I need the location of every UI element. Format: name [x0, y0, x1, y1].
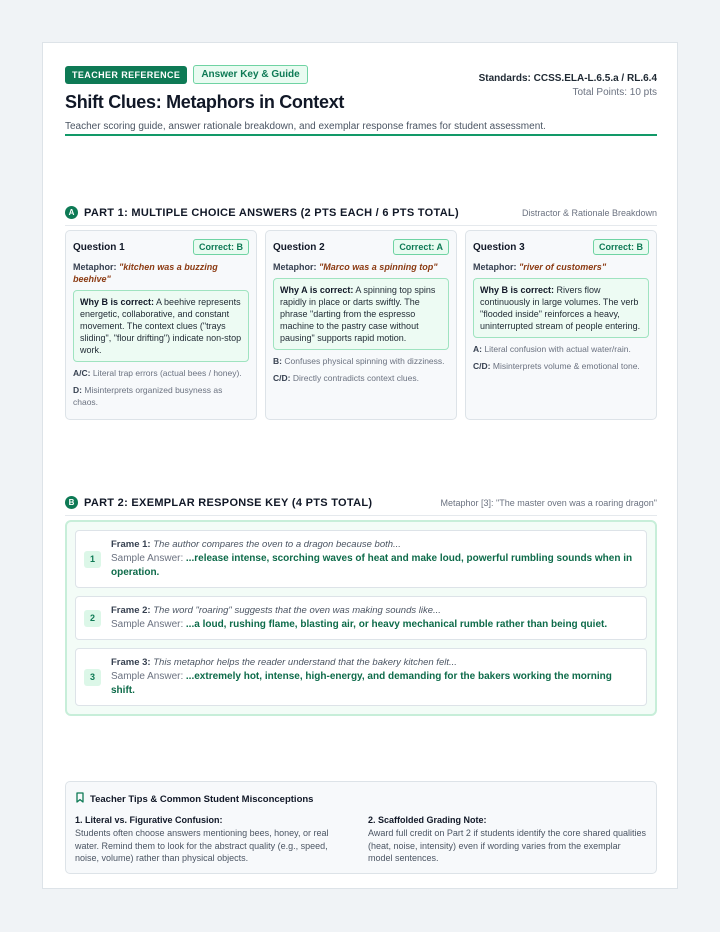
rationale-label: Why B is correct:	[80, 297, 155, 307]
tip-heading: 1. Literal vs. Figurative Confusion:	[75, 815, 223, 825]
sample-answer: ...extremely hot, intense, high-energy, and demanding for the bakers working the morning shift.	[111, 671, 612, 696]
metaphor-text: "kitchen was a buzzing beehive"	[73, 262, 218, 284]
frame-label: Frame 1:	[111, 539, 151, 550]
question-name: Question 3	[473, 241, 525, 253]
distractor-text: Confuses physical spinning with dizziness.	[284, 356, 445, 366]
header	[65, 65, 657, 132]
question-card-1	[65, 230, 257, 420]
correct-answer-badge: Correct: A	[393, 239, 449, 255]
sample-answer-label: Sample Answer:	[111, 553, 184, 564]
frame-prompt: The author compares the oven to a dragon because both...	[153, 539, 401, 550]
tip-body: Award full credit on Part 2 if students identify the core shared qualities (heat, noise, intensity) even if wording varies from the exemplar model sentences.	[368, 828, 646, 863]
header-divider	[65, 134, 657, 136]
rationale-text: A spinning top spins rapidly in place or darts swiftly. The phrase "darting from the espresso machine to the pastry case without pausing" supports rapid motion.	[280, 285, 436, 343]
metaphor-label: Metaphor:	[473, 262, 517, 272]
tip-item-1	[75, 815, 354, 865]
sample-answer: ...release intense, scorching waves of heat and make loud, powerful rumbling sounds when in operation.	[111, 553, 633, 578]
tip-body: Students often choose answers mentioning bees, honey, or real water. Remind them to look for the abstract quality (e.g., speed, noise, volume) rather than physical objects.	[75, 828, 329, 863]
metaphor-label: Metaphor:	[73, 262, 117, 272]
frame-label: Frame 2:	[111, 605, 151, 616]
distractor-text: Literal trap errors (actual bees / honey).	[92, 368, 242, 378]
distractor-note	[73, 384, 249, 408]
sample-answer: ...a loud, rushing flame, blasting air, or heavy mechanical rumble rather than being quiet.	[185, 619, 608, 630]
exemplar-frames	[65, 520, 657, 716]
distractor-note	[273, 372, 449, 384]
distractor-note	[273, 355, 449, 367]
total-points: Total Points: 10 pts	[572, 87, 657, 98]
part1-letter-badge: A	[65, 206, 78, 219]
standards-block	[479, 73, 657, 98]
bookmark-icon	[75, 790, 85, 808]
frame-prompt: This metaphor helps the reader understand that the bakery kitchen felt...	[153, 657, 457, 668]
sample-answer-label: Sample Answer:	[111, 671, 184, 682]
frame-number: 1	[84, 551, 101, 568]
part2-subheading: Metaphor [3]: "The master oven was a roaring dragon"	[440, 497, 657, 508]
distractor-note	[473, 343, 649, 355]
part1-subheading: Distractor & Rationale Breakdown	[521, 207, 657, 218]
sample-answer-label: Sample Answer:	[111, 619, 184, 630]
part2-title: PART 2: EXEMPLAR RESPONSE KEY (4 PTS TOTAL)	[84, 496, 373, 509]
rationale-box	[273, 278, 449, 350]
correct-answer-badge: Correct: B	[593, 239, 649, 255]
response-frame-1	[75, 530, 647, 588]
answer-key-sheet	[42, 42, 678, 889]
metaphor-text: "Marco was a spinning top"	[319, 262, 438, 272]
part2-letter-badge: B	[65, 496, 78, 509]
frame-prompt: The word "roaring" suggests that the oven was making sounds like...	[153, 605, 441, 616]
metaphor-line	[473, 261, 649, 273]
part2-section	[65, 496, 657, 696]
part1-title: PART 1: MULTIPLE CHOICE ANSWERS (2 PTS EACH / 6 PTS TOTAL)	[84, 206, 459, 219]
tip-heading: 2. Scaffolded Grading Note:	[368, 815, 487, 825]
distractor-label: A/C:	[73, 368, 91, 378]
standards-label: Standards: CCSS.ELA-L.6.5.a / RL.6.4	[478, 73, 657, 84]
rationale-box	[473, 278, 649, 338]
metaphor-line	[73, 261, 249, 285]
page-title: Shift Clues: Metaphors in Context	[65, 92, 345, 112]
metaphor-text: "river of customers"	[519, 262, 607, 272]
distractor-text: Misinterprets volume & emotional tone.	[492, 361, 640, 371]
correct-answer-badge: Correct: B	[193, 239, 249, 255]
rationale-box	[73, 290, 249, 362]
distractor-text: Literal confusion with actual water/rain.	[484, 344, 631, 354]
page-subtitle: Teacher scoring guide, answer rationale breakdown, and exemplar response frames for student assessment.	[65, 121, 546, 132]
question-name: Question 2	[273, 241, 325, 253]
metaphor-label: Metaphor:	[273, 262, 317, 272]
frame-number: 2	[84, 610, 101, 627]
distractor-text: Directly contradicts context clues.	[292, 373, 419, 383]
rationale-text: A beehive represents energetic, collaborative, and constant movement. The context clues ("trays sliding", "flour drifting") indicate non-stop work.	[80, 297, 242, 355]
distractor-label: C/D:	[273, 373, 291, 383]
distractor-text: Misinterprets organized busyness as chaos.	[73, 385, 223, 407]
distractor-note	[473, 360, 649, 372]
frame-label: Frame 3:	[111, 657, 151, 668]
teacher-reference-badge: TEACHER REFERENCE	[65, 66, 187, 84]
response-frame-3	[75, 648, 647, 706]
rationale-label: Why A is correct:	[280, 285, 354, 295]
distractor-label: B:	[273, 356, 282, 366]
response-frame-2	[75, 596, 647, 640]
rationale-text: Rivers flow continuously in large volumes. The verb "flooded inside" reinforces a heavy, uninterrupted stream of people entering.	[480, 285, 641, 331]
distractor-label: C/D:	[473, 361, 491, 371]
metaphor-line	[273, 261, 449, 273]
question-card-3	[465, 230, 657, 420]
part1-section	[65, 206, 657, 407]
distractor-note	[73, 367, 249, 379]
distractor-label: A:	[473, 344, 482, 354]
answer-key-badge: Answer Key & Guide	[193, 65, 307, 84]
tips-title: Teacher Tips & Common Student Misconceptions	[90, 793, 314, 805]
question-name: Question 1	[73, 241, 125, 253]
frame-number: 3	[84, 669, 101, 686]
distractor-label: D:	[73, 385, 82, 395]
question-card-2	[265, 230, 457, 420]
rationale-label: Why B is correct:	[480, 285, 555, 295]
tip-item-2	[368, 815, 647, 865]
teacher-tips-box	[65, 781, 657, 874]
